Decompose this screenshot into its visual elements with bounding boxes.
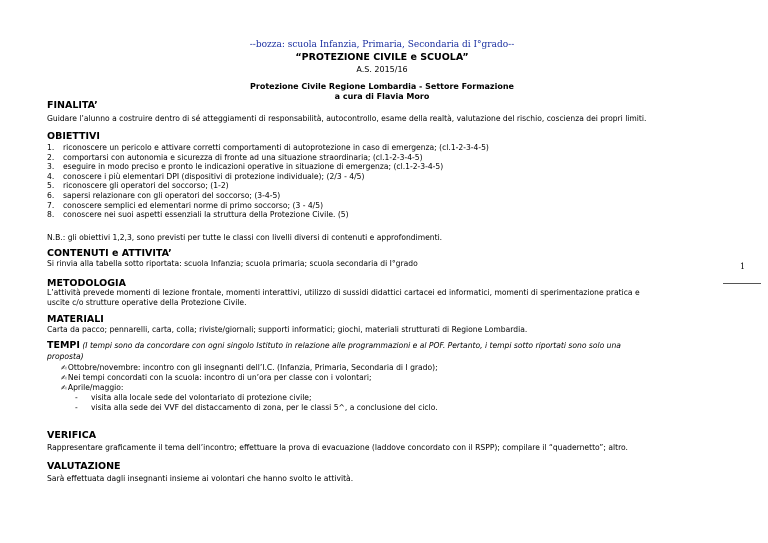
author-line: a cura di Flavia Moro — [334, 92, 430, 101]
dash-icon: - — [75, 403, 78, 412]
materiali-text: Carta da pacco; pennarelli, carta, colla; riviste/giornali; supporti informatici; giochi, materiali strutturati di Regione Lombardia. — [47, 325, 528, 334]
metodologia-line-1: L’attività prevede momenti di lezione frontale, momenti interattivi, utilizzo di sussidi didattici cartacei ed informatici, momenti di sperimentazione pratica e — [47, 288, 640, 297]
contenuti-heading: CONTENUTI e ATTIVITA’ — [47, 248, 172, 259]
list-item: 7. conoscere semplici ed elementari norme di primo soccorso; (3 - 4/5) — [47, 200, 324, 210]
list-item: 4. conoscere i più elementari DPI (dispositivi di protezione individuale); (2/3 - 4/5) — [47, 171, 365, 181]
dash-icon: - — [75, 393, 78, 402]
list-item: - visita alla locale sede del volontariato di protezione civile; — [75, 393, 312, 402]
list-item: ✍Aprile/maggio: — [61, 383, 124, 392]
pencil-icon: ✍ — [61, 364, 67, 372]
obiettivi-heading: OBIETTIVI — [47, 131, 100, 142]
document-title: “PROTEZIONE CIVILE e SCUOLA” — [295, 52, 469, 63]
tempi-note-line-2: proposta) — [47, 352, 84, 361]
list-item: ✍Nei tempi concordati con la scuola: incontro di un’ora per classe con i volontari; — [61, 373, 372, 382]
verifica-text: Rappresentare graficamente il tema dell’incontro; effettuare la prova di evacuazione (laddove concordato con il RSPP); compilare il “quadernetto”; altro. — [47, 443, 628, 452]
contenuti-text: Si rinvia alla tabella sotto riportata: scuola Infanzia; scuola primaria; scuola secondaria di I°grado — [47, 259, 418, 268]
school-year: A.S. 2015/16 — [356, 65, 408, 74]
finalita-heading: FINALITA’ — [47, 100, 98, 111]
list-item: - visita alla sede dei VVF del distaccamento di zona, per le classi 5^, a conclusione del ciclo. — [75, 403, 438, 412]
verifica-heading: VERIFICA — [47, 430, 97, 441]
valutazione-heading: VALUTAZIONE — [47, 461, 121, 472]
tempi-schedule — [61, 363, 438, 413]
pencil-icon: ✍ — [61, 384, 67, 392]
margin-rule — [723, 283, 761, 284]
list-item: ✍Ottobre/novembre: incontro con gli insegnanti dell’I.C. (Infanzia, Primaria, Secondaria di I grado); — [61, 363, 438, 372]
materiali-heading: MATERIALI — [47, 314, 104, 325]
draft-note: --bozza: scuola Infanzia, Primaria, Secondaria di I°grado-- — [249, 40, 515, 50]
obiettivi-list — [47, 143, 489, 220]
list-item: 6. sapersi relazionare con gli operatori del soccorso; (3-4-5) — [47, 190, 281, 200]
tempi-paragraph — [47, 341, 707, 351]
tempi-heading: TEMPI — [47, 340, 80, 351]
tempi-note-line-1: (I tempi sono da concordare con ogni singolo Istituto in relazione alle programmazioni e al POF. Pertanto, i tempi sotto riportati sono solo una — [82, 341, 621, 350]
list-item: 8. conoscere nei suoi aspetti essenziali la struttura della Protezione Civile. (5) — [47, 210, 349, 220]
list-item: 1. riconoscere un pericolo e attivare corretti comportamenti di autoprotezione in caso di emergenza; (cl.1-2-3-4-5) — [47, 143, 489, 152]
list-item: 3. eseguire in modo preciso e pronto le indicazioni operative in situazione di emergenza; (cl.1-2-3-4-5) — [47, 162, 444, 172]
list-item: 2. comportarsi con autonomia e sicurezza di fronte ad una situazione straordinaria; (cl.1-2-3-4-5) — [47, 152, 423, 162]
list-item: 5. riconoscere gli operatori del soccorso; (1-2) — [47, 181, 229, 191]
page-number: 1 — [740, 262, 746, 271]
metodologia-heading: METODOLOGIA — [47, 278, 126, 289]
metodologia-line-2: uscite c/o strutture operative della Protezione Civile. — [47, 298, 247, 307]
organization-line: Protezione Civile Regione Lombardia - Settore Formazione — [250, 82, 514, 91]
valutazione-text: Sarà effettuata dagli insegnanti insieme ai volontari che hanno svolto le attività. — [47, 474, 354, 483]
finalita-text: Guidare l’alunno a costruire dentro di sé atteggiamenti di responsabilità, autocontrollo, esame della realtà, valutazione del rischio, coscienza dei propri limiti. — [47, 114, 647, 123]
pencil-icon: ✍ — [61, 374, 67, 382]
obiettivi-note: N.B.: gli obiettivi 1,2,3, sono previsti per tutte le classi con livelli diversi di contenuti e approfondimenti. — [47, 233, 443, 242]
